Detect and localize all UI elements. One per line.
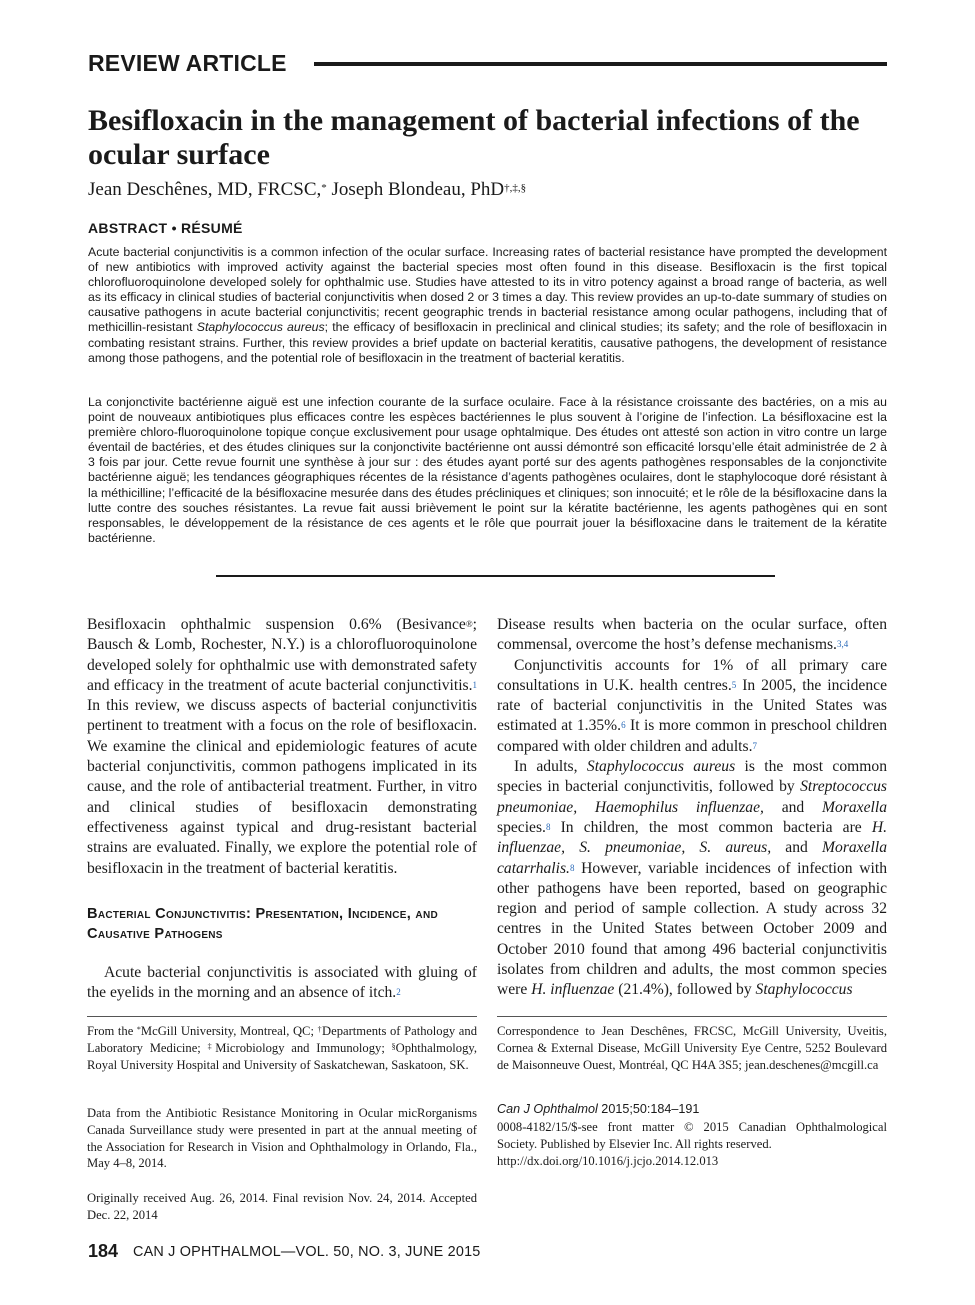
- article-title: Besifloxacin in the management of bacterial infections of the ocular surface: [88, 104, 860, 171]
- page-number: 184: [88, 1241, 119, 1261]
- section-label: REVIEW ARTICLE: [88, 50, 287, 76]
- reference-link[interactable]: 3,4: [836, 639, 849, 650]
- author-affiliation-marks[interactable]: *: [321, 182, 327, 194]
- footnote-rule-right: [497, 1016, 887, 1017]
- abstract-heading: ABSTRACT • RÉSUMÉ: [88, 220, 243, 236]
- author-affiliation-marks[interactable]: †,‡,§: [504, 182, 527, 194]
- body-paragraph: Disease results when bacteria on the ocular surface, often commensal, overcome the host’s defense mechanisms.$^{3,4}$: [497, 616, 887, 654]
- affiliations-note: From the *McGill University, Montreal, QC; †Departments of Pathology and Laboratory Medicine; ‡Microbiology and Immunology; §Ophthalmology, Royal University Hospital and University of Saskatchewan, Saskatoon, SK.: [87, 1024, 477, 1072]
- body-column-left: [87, 615, 477, 1003]
- running-footer: CAN J OPHTHALMOL—VOL. 50, NO. 3, JUNE 2015: [133, 1244, 481, 1260]
- body-paragraph: Acute bacterial conjunctivitis is associated with gluing of the eyelids in the morning and an absence of itch.$^2$: [87, 963, 477, 1002]
- reference-link[interactable]: 6: [621, 720, 626, 731]
- copyright-note: 0008-4182/15/$-see front matter © 2015 Canadian Ophthalmological Society. Published by Elsevier Inc. All rights reserved. http://dx.doi.org/10.1016/j.jcjo.2014.12.013: [497, 1120, 887, 1168]
- author-name: Joseph Blondeau, PhD: [331, 179, 505, 200]
- section-heading: Bacterial Conjunctivitis: Presentation, Incidence, and Causative Pathogens: [87, 905, 439, 942]
- reference-link[interactable]: 1: [472, 679, 477, 690]
- reference-link[interactable]: 7: [752, 740, 757, 751]
- received-dates: Originally received Aug. 26, 2014. Final revision Nov. 24, 2014. Accepted Dec. 22, 2014: [87, 1191, 477, 1222]
- reference-link[interactable]: 5: [731, 679, 737, 690]
- body-paragraph: In adults, Staphylococcus aureus is the most common species in bacterial conjunctivitis, followed by Streptococcus pneumoniae, Haemophilus influenzae, and Moraxella species.$^8$ In children, the most common bacteria are H. influenzae, S. pneumoniae, S. aureus, and Moraxella catarrhalis.$^8$ However, variable incidences of infection with other pathogens have been reported, based on geographic region and period of sample collection. A study across 32 centres in the United States between October 2009 and October 2010 found that among 496 bacterial conjunctivitis isolates from children and adults, the most common species were H. influenzae (21.4%), followed by Staphylococcus: [497, 758, 887, 999]
- reference-link[interactable]: 2: [396, 987, 401, 998]
- correspondence-note: Correspondence to Jean Deschênes, FRCSC, McGill University, Uveitis, Cornea & External Disease, McGill University Eye Centre, 5252 Boulevard de Maisonneuve Ouest, Montréal, QC H4A 3S5; jean.deschenes@mcgill.ca: [497, 1024, 887, 1072]
- doi-link[interactable]: http://dx.doi.org/10.1016/j.jcjo.2014.12.013: [497, 1153, 719, 1168]
- reference-link[interactable]: 8: [545, 821, 551, 832]
- body-paragraph: Besifloxacin ophthalmic suspension 0.6% (Besivance®; Bausch & Lomb, Rochester, N.Y.) is a chlorofluoroquinolone developed solely for ophthalmic use with demonstrated safety and efficacy in the treatment of acute bacterial conjunctivitis.$^1$ In this review, we discuss aspects of bacterial conjunctivitis pertinent to treatment with a focus on the role of besifloxacin. We examine the clinical and epidemiologic features of acute bacterial conjunctivitis, common pathogens implicated in its cause, and the role of antibacterial treatment. Further, in vitro and clinical studies of besifloxacin demonstrating effectiveness against typical and drug-resistant bacterial strains are evaluated. Finally, we explore the potential role of besifloxacin in the treatment of bacterial keratitis.: [87, 616, 477, 877]
- footnote-rule-left: [87, 1016, 477, 1017]
- header-rule: [314, 62, 887, 66]
- abstract-english: Acute bacterial conjunctivitis is a common infection of the ocular surface. Increasing rates of bacterial resistance have prompted the development of new antibiotics with improved activity against the bacterial species most often found in this disease. Besifloxacin is the first topical chlorofluoroquinolone developed solely for ophthalmic use. Studies have attested to its in vitro potency against a broad range of bacteria, as well as its efficacy in clinical studies of bacterial conjunctivitis when dosed 2 or 3 times a day. This review provides an up-to-date summary of studies on causative pathogens in acute bacterial conjunctivitis; recent geographic trends in bacterial resistance among ocular pathogens, including that of methicillin-resistant Staphylococcus aureus; the efficacy of besifloxacin in preclinical and clinical studies; its safety; and the role of besifloxacin in combating resistant strains. Further, this review provides a brief update on bacterial keratitis, causative pathogens, the development of resistance among those pathogens, and the potential role of besifloxacin in the treatment of bacterial keratitis.: [88, 245, 887, 365]
- reference-link[interactable]: 8: [569, 862, 575, 873]
- presentation-note: Data from the Antibiotic Resistance Monitoring in Ocular micRorganisms Canada Surveillance study were presented in part at the annual meeting of the Association for Research in Vision and Ophthalmology in Orlando, Fla., May 4–8, 2014.: [87, 1106, 477, 1171]
- author-list: [88, 178, 888, 202]
- journal-citation: Can J Ophthalmol 2015;50:184–191: [497, 1102, 700, 1116]
- body-column-right: [497, 615, 887, 1001]
- abstract-divider: [216, 575, 775, 577]
- author-name: Jean Deschênes, MD, FRCSC,: [88, 179, 322, 200]
- abstract-french: La conjonctivite bactérienne aiguë est une infection courante de la surface oculaire. Face à la résistance croissante des bactéries, on a mis au point de nouveaux antibiotiques plus efficaces contre les espèces bactériennes le plus souvent à l’origine de l’infection. La bésifloxacine est la première chloro-fluoroquinolone topique conçue exclusivement pour usage ophtalmique. Des études ont attesté son action in vitro contre un large éventail de bactéries, et des études cliniques sur la conjonctivite bactérienne ont aussi démontré son efficacité lorsqu’elle était administrée de 2 à 3 fois par jour. Cette revue fournit une synthèse à jour sur : des études ayant porté sur des agents pathogènes responsables de la conjonctivite bactérienne aiguë; les tendances géographiques récentes de la résistance d’agents pathogènes oculaires, dont le staphylocoque doré résistant à la méthicilline; l’efficacité de la bésifloxacine mesurée dans des études précliniques et cliniques; son innocuité; et le rôle de la bésifloxacine dans la lutte contre des souches résistantes. La revue fait aussi brièvement le point sur la kératite bactérienne, les agents pathogènes qui en sont responsables, le développement de la résistance de ces agents et le rôle que pourrait jouer la bésifloxacine dans le traitement de la kératite bactérienne.: [88, 395, 887, 545]
- body-paragraph: Conjunctivitis accounts for 1% of all primary care consultations in U.K. health centres.$^5$ In 2005, the incidence rate of bacterial conjunctivitis in the United States was estimated at 1.35%.$^6$ It is more common in preschool children compared with older children and adults.$^7$: [497, 656, 887, 755]
